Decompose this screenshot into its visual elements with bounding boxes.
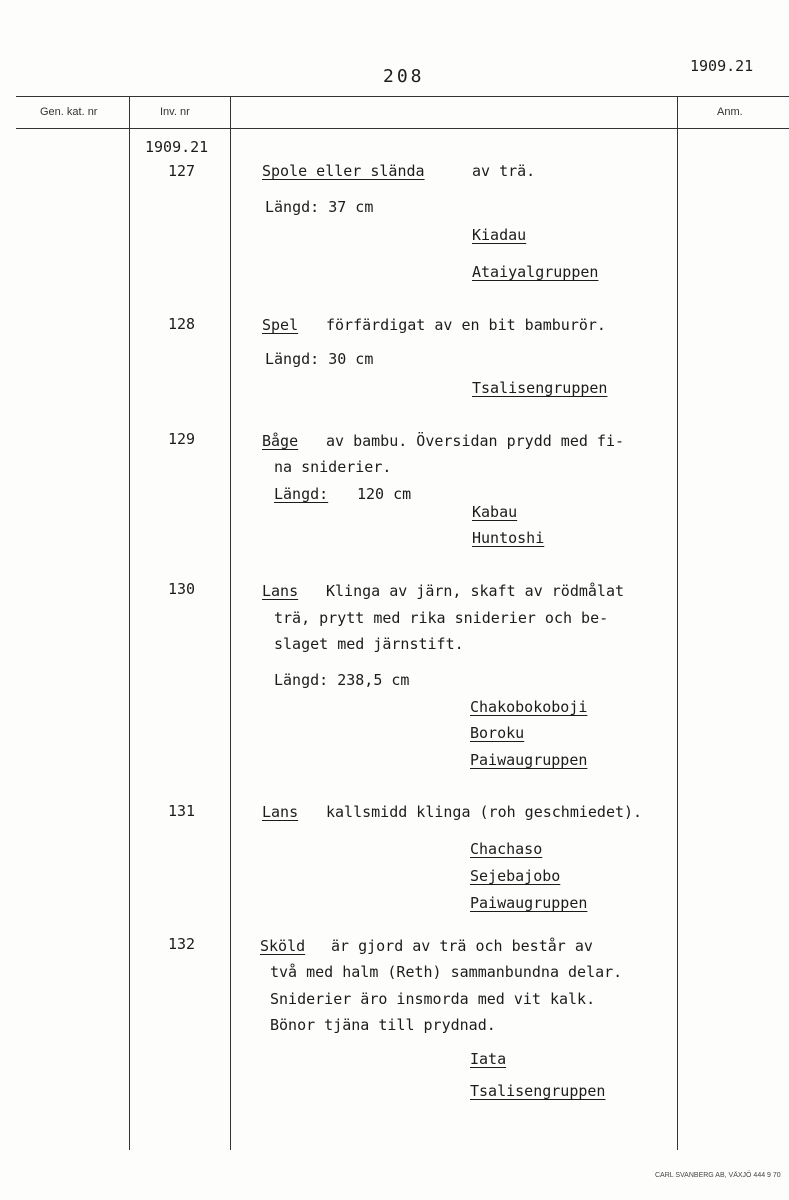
description-line: Klinga av järn, skaft av rödmålat	[326, 582, 625, 600]
length-value: 120 cm	[357, 485, 412, 503]
object-name: Sköld	[260, 937, 306, 955]
place-name: Iata	[470, 1050, 507, 1068]
length-line: Längd: 238,5 cm	[274, 671, 410, 689]
description-line: av bambu. Översidan prydd med fi-	[326, 432, 625, 450]
length-label: Längd:	[274, 485, 329, 503]
description-line: förfärdigat av en bit bamburör.	[326, 316, 606, 334]
inv-number: 129	[168, 430, 196, 448]
place-name: Chachaso	[470, 840, 543, 858]
place-name: Chakobokoboji	[470, 698, 588, 716]
place-name: Kabau	[472, 503, 518, 521]
description-line: na sniderier.	[274, 458, 392, 476]
series-label: 1909.21	[145, 138, 209, 156]
catalog-reference: 1909.21	[690, 57, 754, 75]
description-line: två med halm (Reth) sammanbundna delar.	[270, 963, 623, 981]
header-bottom-rule	[16, 128, 789, 129]
description-line: kallsmidd klinga (roh geschmiedet).	[326, 803, 643, 821]
place-name: Sejebajobo	[470, 867, 561, 885]
object-name: Lans	[262, 582, 299, 600]
object-name: Spel	[262, 316, 299, 334]
place-name: Boroku	[470, 724, 525, 742]
inv-number: 131	[168, 802, 196, 820]
length-line: Längd: 30 cm	[265, 350, 374, 368]
inv-number: 132	[168, 935, 196, 953]
description-line: av trä.	[472, 162, 536, 180]
description-line: är gjord av trä och består av	[331, 937, 593, 955]
place-name: Paiwaugruppen	[470, 751, 588, 769]
place-name: Ataiyalgruppen	[472, 263, 599, 281]
description-line: Sniderier äro insmorda med vit kalk.	[270, 990, 596, 1008]
place-name: Tsalisengruppen	[472, 379, 608, 397]
col-divider-inv	[230, 96, 231, 1150]
page-number: 208	[383, 66, 425, 87]
inv-number: 127	[168, 162, 196, 180]
column-header-gen-kat-nr: Gen. kat. nr	[40, 106, 98, 118]
col-divider-anm	[677, 96, 678, 1150]
printer-imprint: CARL SVANBERG AB, VÄXJÖ 444 9 70	[655, 1172, 781, 1179]
object-name: Spole eller slända	[262, 162, 425, 180]
place-name: Huntoshi	[472, 529, 545, 547]
place-name: Kiadau	[472, 226, 527, 244]
inv-number: 130	[168, 580, 196, 598]
col-divider-gen	[129, 96, 130, 1150]
length-line: Längd: 37 cm	[265, 198, 374, 216]
column-header-anm: Anm.	[717, 106, 743, 118]
column-header-inv-nr: Inv. nr	[160, 106, 190, 118]
inv-number: 128	[168, 315, 196, 333]
description-line: trä, prytt med rika sniderier och be-	[274, 609, 609, 627]
table-top-rule	[16, 96, 789, 97]
place-name: Tsalisengruppen	[470, 1082, 606, 1100]
object-name: Lans	[262, 803, 299, 821]
description-line: Bönor tjäna till prydnad.	[270, 1016, 496, 1034]
place-name: Paiwaugruppen	[470, 894, 588, 912]
object-name: Båge	[262, 432, 299, 450]
description-line: slaget med järnstift.	[274, 635, 464, 653]
